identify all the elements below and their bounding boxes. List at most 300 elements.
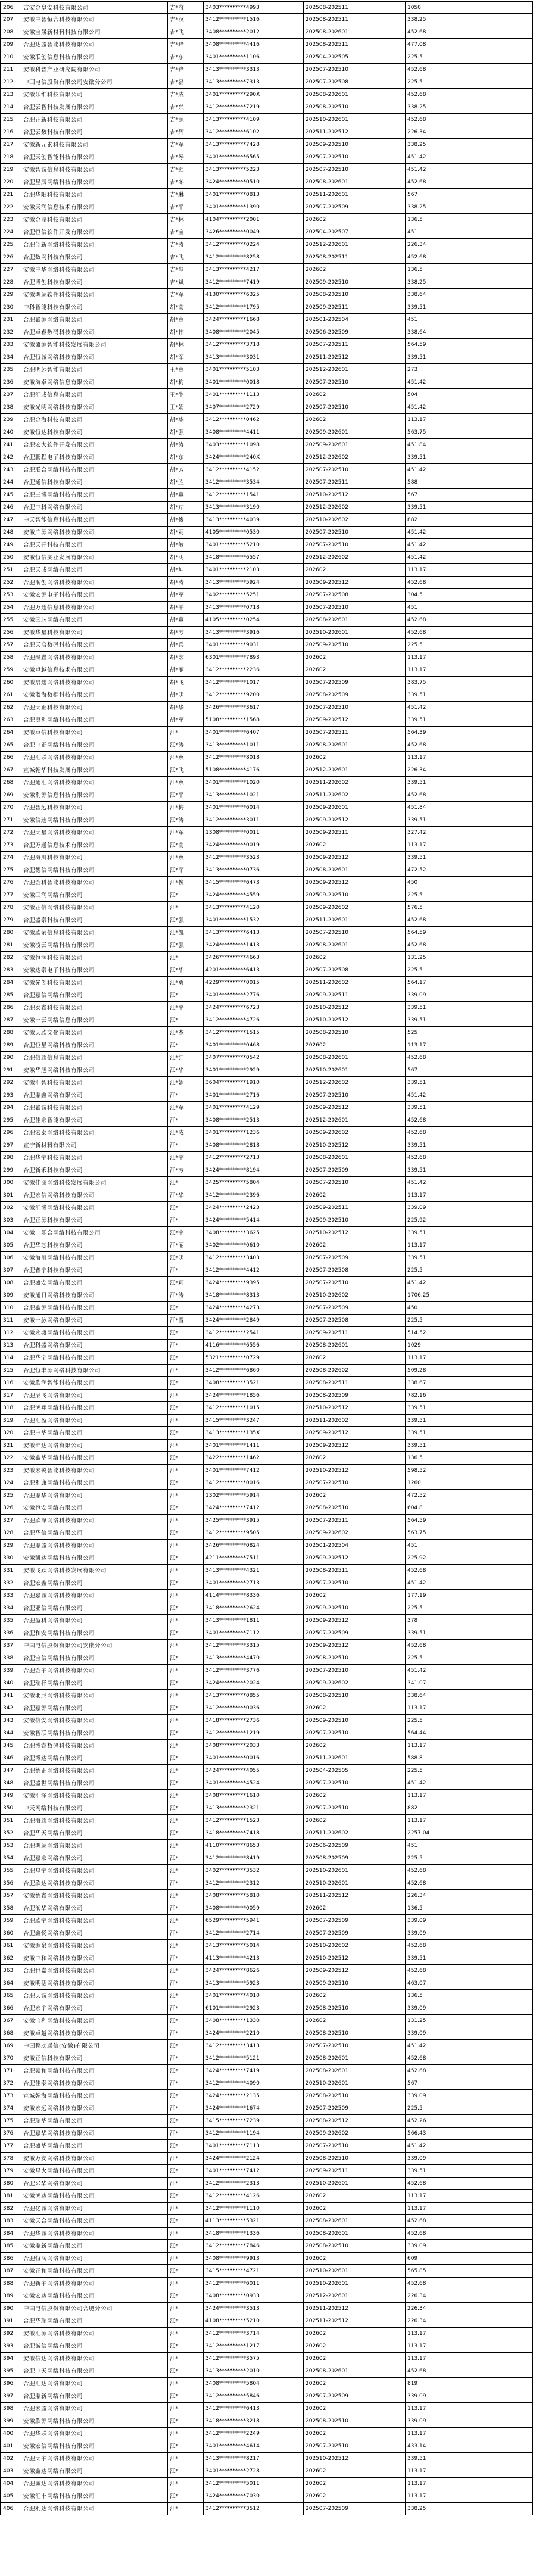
row-number-cell: 402 bbox=[0, 2453, 21, 2465]
id-number-cell: 4116**********6556 bbox=[204, 1340, 304, 1352]
amount-cell: 339.51 bbox=[406, 351, 533, 364]
table-row bbox=[0, 2278, 533, 2290]
table-row bbox=[0, 1702, 533, 1715]
person-name-cell: 江*平 bbox=[168, 789, 204, 802]
period-cell: 202512-202601 bbox=[304, 2290, 406, 2303]
id-number-cell: 3412**********3315 bbox=[204, 1640, 304, 1652]
company-name-cell: 合肥万通信息科技有限公司 bbox=[21, 602, 168, 614]
id-number-cell: 3424**********5414 bbox=[204, 1214, 304, 1227]
company-name-cell: 安徽中智恒合科技有限公司 bbox=[21, 14, 168, 26]
row-number-cell: 377 bbox=[0, 2140, 21, 2153]
id-number-cell: 3413**********4321 bbox=[204, 1565, 304, 1577]
period-cell: 202509-202602 bbox=[304, 1127, 406, 1139]
amount-cell: 451 bbox=[406, 314, 533, 326]
company-name-cell: 中国电信股份有限公司安徽分公司 bbox=[21, 76, 168, 89]
row-number-cell: 374 bbox=[0, 2102, 21, 2115]
amount-cell: 452.68 bbox=[406, 2178, 533, 2190]
id-number-cell: 3424**********7419 bbox=[204, 2065, 304, 2077]
person-name-cell: 吉*军 bbox=[168, 139, 204, 151]
row-number-cell: 362 bbox=[0, 1952, 21, 1965]
row-number-cell: 347 bbox=[0, 1765, 21, 1777]
id-number-cell: 3401**********2713 bbox=[204, 1577, 304, 1590]
id-number-cell: 3412**********1217 bbox=[204, 2340, 304, 2353]
table-row bbox=[0, 351, 533, 364]
period-cell: 202508-202601 bbox=[304, 89, 406, 101]
person-name-cell: 江* bbox=[168, 1665, 204, 1677]
id-number-cell: 3412**********3011 bbox=[204, 814, 304, 827]
amount-cell: 564.44 bbox=[406, 1727, 533, 1740]
company-name-cell: 安徽先创科技有限公司 bbox=[21, 977, 168, 989]
row-number-cell: 284 bbox=[0, 977, 21, 989]
row-number-cell: 235 bbox=[0, 364, 21, 376]
row-number-cell: 280 bbox=[0, 927, 21, 939]
period-cell: 202508-202510 bbox=[304, 2027, 406, 2040]
table-row bbox=[0, 1352, 533, 1365]
amount-cell: 451 bbox=[406, 1840, 533, 1852]
company-name-cell: 合肥普宁科技有限公司 bbox=[21, 1264, 168, 1277]
id-number-cell: 3401**********1106 bbox=[204, 51, 304, 64]
amount-cell: 433.14 bbox=[406, 2440, 533, 2453]
period-cell: 202509-202512 bbox=[304, 1640, 406, 1652]
person-name-cell: 江* bbox=[168, 1552, 204, 1565]
id-number-cell: 3413**********5014 bbox=[204, 1940, 304, 1952]
period-cell: 202508-202601 bbox=[304, 2065, 406, 2077]
company-name-cell: 安徽源泉网络科技有限公司 bbox=[21, 1940, 168, 1952]
table-row bbox=[0, 2340, 533, 2353]
id-number-cell: 3412**********5011 bbox=[204, 2478, 304, 2490]
amount-cell: 567 bbox=[406, 1064, 533, 1077]
period-cell: 202508-202510 bbox=[304, 101, 406, 114]
amount-cell: 563.75 bbox=[406, 1527, 533, 1540]
person-name-cell: 吉*成 bbox=[168, 89, 204, 101]
row-number-cell: 270 bbox=[0, 802, 21, 814]
row-number-cell: 227 bbox=[0, 264, 21, 276]
table-row bbox=[0, 1302, 533, 1315]
row-number-cell: 342 bbox=[0, 1702, 21, 1715]
company-name-cell: 安徽卓信科技有限公司 bbox=[21, 727, 168, 739]
period-cell: 202508-202509 bbox=[304, 1852, 406, 1865]
table-row bbox=[0, 26, 533, 39]
row-number-cell: 208 bbox=[0, 26, 21, 39]
id-number-cell: 3424**********0019 bbox=[204, 839, 304, 852]
amount-cell: 451.42 bbox=[406, 164, 533, 176]
row-number-cell: 234 bbox=[0, 351, 21, 364]
amount-cell: 452.68 bbox=[406, 251, 533, 264]
person-name-cell: 吉*平 bbox=[168, 201, 204, 214]
row-number-cell: 320 bbox=[0, 1427, 21, 1440]
table-row bbox=[0, 2415, 533, 2428]
period-cell: 202602 bbox=[304, 1990, 406, 2002]
amount-cell: 782.16 bbox=[406, 1390, 533, 1402]
table-row bbox=[0, 2215, 533, 2228]
id-number-cell: 4104**********2001 bbox=[204, 214, 304, 226]
table-row bbox=[0, 1152, 533, 1164]
id-number-cell: 1308**********0011 bbox=[204, 827, 304, 839]
table-row bbox=[0, 1602, 533, 1615]
period-cell: 202512-202602 bbox=[304, 1077, 406, 1089]
table-row bbox=[0, 564, 533, 577]
table-row bbox=[0, 1327, 533, 1340]
table-row bbox=[0, 664, 533, 677]
amount-cell: 472.52 bbox=[406, 1490, 533, 1502]
id-number-cell: 4113**********5321 bbox=[204, 2215, 304, 2228]
person-name-cell: 胡*华 bbox=[168, 702, 204, 714]
id-number-cell: 3412**********2236 bbox=[204, 664, 304, 677]
period-cell: 202509-202512 bbox=[304, 814, 406, 827]
id-number-cell: 3412**********2396 bbox=[204, 1189, 304, 1202]
table-row bbox=[0, 1715, 533, 1727]
company-name-cell: 安徽海卓网络信息有限公司 bbox=[21, 376, 168, 389]
amount-cell: 564.59 bbox=[406, 927, 533, 939]
period-cell: 202507-202510 bbox=[304, 151, 406, 164]
amount-cell: 525 bbox=[406, 1027, 533, 1039]
table-row bbox=[0, 2328, 533, 2340]
person-name-cell: 胡*军 bbox=[168, 351, 204, 364]
person-name-cell: 江* bbox=[168, 2140, 204, 2153]
person-name-cell: 胡*燕 bbox=[168, 489, 204, 502]
row-number-cell: 245 bbox=[0, 489, 21, 502]
table-row bbox=[0, 2390, 533, 2403]
id-number-cell: 3401**********6565 bbox=[204, 151, 304, 164]
row-number-cell: 343 bbox=[0, 1715, 21, 1727]
company-name-cell: 合肥华天网络有限公司 bbox=[21, 1827, 168, 1840]
table-row bbox=[0, 514, 533, 527]
amount-cell: 452.68 bbox=[406, 176, 533, 189]
period-cell: 202508-202601 bbox=[304, 2215, 406, 2228]
company-name-cell: 合肥瑞华网络有限公司 bbox=[21, 2115, 168, 2128]
person-name-cell: 江* bbox=[168, 1590, 204, 1602]
row-number-cell: 231 bbox=[0, 314, 21, 326]
table-row bbox=[0, 2040, 533, 2052]
period-cell: 202507-202509 bbox=[304, 1252, 406, 1264]
table-row bbox=[0, 2203, 533, 2215]
period-cell: 202507-202510 bbox=[304, 2140, 406, 2153]
amount-cell: 113.17 bbox=[406, 664, 533, 677]
amount-cell: 450 bbox=[406, 877, 533, 889]
row-number-cell: 300 bbox=[0, 1177, 21, 1189]
row-number-cell: 358 bbox=[0, 1902, 21, 1915]
amount-cell: 136.5 bbox=[406, 1902, 533, 1915]
id-number-cell: 3412**********4152 bbox=[204, 464, 304, 476]
id-number-cell: 3412**********4126 bbox=[204, 2190, 304, 2203]
table-row bbox=[0, 2440, 533, 2453]
amount-cell: 451.42 bbox=[406, 552, 533, 564]
person-name-cell: 胡*平 bbox=[168, 602, 204, 614]
row-number-cell: 274 bbox=[0, 852, 21, 864]
period-cell: 202510-202601 bbox=[304, 114, 406, 126]
company-name-cell: 安徽维达网络有限公司 bbox=[21, 1440, 168, 1452]
id-number-cell: 3412**********1219 bbox=[204, 1727, 304, 1740]
row-number-cell: 279 bbox=[0, 914, 21, 927]
row-number-cell: 304 bbox=[0, 1227, 21, 1239]
person-name-cell: 江* bbox=[168, 1440, 204, 1452]
period-cell: 202602 bbox=[304, 1590, 406, 1602]
period-cell: 202510-202601 bbox=[304, 1064, 406, 1077]
amount-cell: 339.51 bbox=[406, 1952, 533, 1965]
row-number-cell: 240 bbox=[0, 426, 21, 439]
row-number-cell: 299 bbox=[0, 1164, 21, 1177]
period-cell: 202507-202510 bbox=[304, 539, 406, 552]
company-name-cell: 安徽鑫华网络科技有限公司 bbox=[21, 1452, 168, 1465]
amount-cell: 451 bbox=[406, 226, 533, 239]
table-row bbox=[0, 2290, 533, 2303]
row-number-cell: 351 bbox=[0, 1815, 21, 1827]
amount-cell: 131.25 bbox=[406, 2015, 533, 2027]
amount-cell: 131.25 bbox=[406, 952, 533, 964]
amount-cell: 225.92 bbox=[406, 1552, 533, 1565]
person-name-cell: 江* bbox=[168, 1865, 204, 1877]
table-row bbox=[0, 2353, 533, 2365]
person-name-cell: 江* bbox=[168, 2015, 204, 2027]
period-cell: 202509-202512 bbox=[304, 877, 406, 889]
row-number-cell: 238 bbox=[0, 401, 21, 414]
person-name-cell: 江* bbox=[168, 2027, 204, 2040]
id-number-cell: 3412**********3718 bbox=[204, 339, 304, 351]
table-row bbox=[0, 76, 533, 89]
period-cell: 202602 bbox=[304, 1740, 406, 1752]
company-name-cell: 安徽国润网络有限公司 bbox=[21, 889, 168, 902]
period-cell: 202509-202511 bbox=[304, 2165, 406, 2178]
period-cell: 202509-202511 bbox=[304, 1327, 406, 1340]
period-cell: 202507-202510 bbox=[304, 1177, 406, 1189]
id-number-cell: 4114**********8336 bbox=[204, 1590, 304, 1602]
row-number-cell: 255 bbox=[0, 614, 21, 627]
person-name-cell: 胡*俊 bbox=[168, 514, 204, 527]
amount-cell: 452.68 bbox=[406, 1640, 533, 1652]
row-number-cell: 357 bbox=[0, 1890, 21, 1902]
id-number-cell: 3412**********2249 bbox=[204, 2428, 304, 2440]
table-row bbox=[0, 1640, 533, 1652]
company-name-cell: 安徽天润信息技术有限公司 bbox=[21, 201, 168, 214]
period-cell: 202602 bbox=[304, 2190, 406, 2203]
row-number-cell: 214 bbox=[0, 101, 21, 114]
table-row bbox=[0, 464, 533, 476]
person-name-cell: 江* bbox=[168, 2228, 204, 2240]
person-name-cell: 江*丽 bbox=[168, 1239, 204, 1252]
id-number-cell: 3418**********7418 bbox=[204, 1827, 304, 1840]
company-name-cell: 安徽宝利网络科技有限公司 bbox=[21, 2015, 168, 2027]
period-cell: 202510-202601 bbox=[304, 627, 406, 639]
amount-cell: 226.34 bbox=[406, 2303, 533, 2315]
table-row bbox=[0, 426, 533, 439]
row-number-cell: 267 bbox=[0, 764, 21, 777]
row-number-cell: 248 bbox=[0, 527, 21, 539]
person-name-cell: 江*燕 bbox=[168, 777, 204, 789]
person-name-cell: 吉*林 bbox=[168, 214, 204, 226]
company-name-cell: 安徽鑫达网络有限公司 bbox=[21, 2465, 168, 2478]
table-row bbox=[0, 2403, 533, 2415]
person-name-cell: 胡*东 bbox=[168, 451, 204, 464]
id-number-cell: 3412**********1015 bbox=[204, 1402, 304, 1415]
id-number-cell: 3413**********5223 bbox=[204, 164, 304, 176]
period-cell: 202602 bbox=[304, 2328, 406, 2340]
amount-cell: 588.8 bbox=[406, 1752, 533, 1765]
period-cell: 202509-202601 bbox=[304, 802, 406, 814]
id-number-cell: 3401**********290X bbox=[204, 89, 304, 101]
row-number-cell: 222 bbox=[0, 201, 21, 214]
person-name-cell: 江* bbox=[168, 1039, 204, 1052]
id-number-cell: 3413**********7428 bbox=[204, 139, 304, 151]
id-number-cell: 3401**********2728 bbox=[204, 2465, 304, 2478]
row-number-cell: 333 bbox=[0, 1590, 21, 1602]
period-cell: 202509-202601 bbox=[304, 439, 406, 451]
amount-cell: 339.51 bbox=[406, 1077, 533, 1089]
table-row bbox=[0, 214, 533, 226]
period-cell: 202510-202601 bbox=[304, 2077, 406, 2090]
row-number-cell: 278 bbox=[0, 902, 21, 914]
amount-cell: 339.09 bbox=[406, 2027, 533, 2040]
table-row bbox=[0, 1214, 533, 1227]
row-number-cell: 386 bbox=[0, 2253, 21, 2265]
period-cell: 202509-202512 bbox=[304, 1440, 406, 1452]
id-number-cell: 3426**********0049 bbox=[204, 226, 304, 239]
amount-cell: 339.51 bbox=[406, 1415, 533, 1427]
table-row bbox=[0, 989, 533, 1002]
person-name-cell: 江* bbox=[168, 1139, 204, 1152]
company-name-cell: 合肥鑫源网络科技有限公司 bbox=[21, 1302, 168, 1315]
period-cell: 202509-202510 bbox=[304, 1715, 406, 1727]
company-name-cell: 安徽宏锐智能科技有限公司 bbox=[21, 1465, 168, 1477]
person-name-cell: 江* bbox=[168, 1702, 204, 1715]
company-name-cell: 安徽宏信网络科技有限公司 bbox=[21, 2440, 168, 2453]
amount-cell: 452.68 bbox=[406, 1114, 533, 1127]
table-row bbox=[0, 2453, 533, 2465]
table-row bbox=[0, 314, 533, 326]
person-name-cell: 江*南 bbox=[168, 839, 204, 852]
row-number-cell: 259 bbox=[0, 664, 21, 677]
row-number-cell: 242 bbox=[0, 451, 21, 464]
period-cell: 202602 bbox=[304, 1189, 406, 1202]
person-name-cell: 江* bbox=[168, 2403, 204, 2415]
id-number-cell: 3402**********5251 bbox=[204, 589, 304, 602]
row-number-cell: 265 bbox=[0, 739, 21, 752]
amount-cell: 378 bbox=[406, 1615, 533, 1627]
amount-cell: 226.34 bbox=[406, 239, 533, 251]
row-number-cell: 281 bbox=[0, 939, 21, 952]
amount-cell: 338.64 bbox=[406, 326, 533, 339]
table-row bbox=[0, 226, 533, 239]
id-number-cell: 3401**********7112 bbox=[204, 1627, 304, 1640]
row-number-cell: 308 bbox=[0, 1277, 21, 1289]
table-row bbox=[0, 1565, 533, 1577]
amount-cell: 452.68 bbox=[406, 789, 533, 802]
period-cell: 202602 bbox=[304, 214, 406, 226]
company-name-cell: 合肥和安网络科技有限公司 bbox=[21, 1627, 168, 1640]
company-name-cell: 合肥明远智能有限公司 bbox=[21, 364, 168, 376]
table-row bbox=[0, 2002, 533, 2015]
company-name-cell: 合肥金科智能科技有限公司 bbox=[21, 877, 168, 889]
row-number-cell: 252 bbox=[0, 577, 21, 589]
period-cell: 202504-202505 bbox=[304, 51, 406, 64]
row-number-cell: 302 bbox=[0, 1202, 21, 1214]
person-name-cell: 江*强 bbox=[168, 939, 204, 952]
person-name-cell: 胡*兵 bbox=[168, 639, 204, 652]
amount-cell: 452.68 bbox=[406, 1940, 533, 1952]
amount-cell: 136.5 bbox=[406, 1452, 533, 1465]
company-name-cell: 合肥天正科技有限公司 bbox=[21, 702, 168, 714]
person-name-cell: 江* bbox=[168, 2353, 204, 2365]
amount-cell: 339.51 bbox=[406, 301, 533, 314]
amount-cell: 339.09 bbox=[406, 2090, 533, 2102]
row-number-cell: 354 bbox=[0, 1852, 21, 1865]
row-number-cell: 318 bbox=[0, 1402, 21, 1415]
person-name-cell: 吉*东 bbox=[168, 51, 204, 64]
table-row bbox=[0, 927, 533, 939]
person-name-cell: 胡*胜 bbox=[168, 476, 204, 489]
company-name-cell: 合肥盛安网络有限公司 bbox=[21, 1277, 168, 1289]
company-name-cell: 安徽华旭网络科技有限公司 bbox=[21, 1064, 168, 1077]
row-number-cell: 405 bbox=[0, 2490, 21, 2503]
row-number-cell: 379 bbox=[0, 2165, 21, 2178]
person-name-cell: 江* bbox=[168, 1852, 204, 1865]
amount-cell: 451.42 bbox=[406, 1777, 533, 1790]
company-name-cell: 合肥创新网络科技有限公司 bbox=[21, 239, 168, 251]
period-cell: 202507-202510 bbox=[304, 1577, 406, 1590]
person-name-cell: 江* bbox=[168, 1452, 204, 1465]
row-number-cell: 401 bbox=[0, 2440, 21, 2453]
id-number-cell: 3412**********1541 bbox=[204, 489, 304, 502]
amount-cell: 1029 bbox=[406, 1340, 533, 1352]
person-name-cell: 胡*芳 bbox=[168, 464, 204, 476]
table-row bbox=[0, 1490, 533, 1502]
period-cell: 202509-202511 bbox=[304, 1202, 406, 1214]
period-cell: 202507-202510 bbox=[304, 702, 406, 714]
company-name-cell: 合肥汇成信息有限公司 bbox=[21, 389, 168, 401]
row-number-cell: 404 bbox=[0, 2478, 21, 2490]
id-number-cell: 3424**********1856 bbox=[204, 1390, 304, 1402]
company-name-cell: 安徽欣荣信息科技有限公司 bbox=[21, 927, 168, 939]
row-number-cell: 378 bbox=[0, 2153, 21, 2165]
table-row bbox=[0, 89, 533, 101]
row-number-cell: 230 bbox=[0, 301, 21, 314]
id-number-cell: 3408**********5810 bbox=[204, 1890, 304, 1902]
id-number-cell: 3424**********4055 bbox=[204, 1765, 304, 1777]
row-number-cell: 321 bbox=[0, 1440, 21, 1452]
id-number-cell: 3415**********4721 bbox=[204, 2265, 304, 2278]
company-name-cell: 安徽正信网络科技有限公司 bbox=[21, 902, 168, 914]
id-number-cell: 3413**********3916 bbox=[204, 627, 304, 639]
row-number-cell: 276 bbox=[0, 877, 21, 889]
id-number-cell: 4201**********6413 bbox=[204, 964, 304, 977]
company-name-cell: 合肥中天网络科技有限公司 bbox=[21, 2365, 168, 2378]
company-name-cell: 安徽信安网络科技有限公司 bbox=[21, 1715, 168, 1727]
period-cell: 202509-202510 bbox=[304, 276, 406, 289]
person-name-cell: 江* bbox=[168, 1715, 204, 1727]
id-number-cell: 3425**********3915 bbox=[204, 1515, 304, 1527]
amount-cell: 339.51 bbox=[406, 1002, 533, 1014]
id-number-cell: 3412**********6413 bbox=[204, 2403, 304, 2415]
row-number-cell: 272 bbox=[0, 827, 21, 839]
row-number-cell: 212 bbox=[0, 76, 21, 89]
amount-cell: 338.25 bbox=[406, 14, 533, 26]
person-name-cell: 江*勇 bbox=[168, 977, 204, 989]
amount-cell: 113.17 bbox=[406, 752, 533, 764]
amount-cell: 451.42 bbox=[406, 539, 533, 552]
table-row bbox=[0, 1365, 533, 1377]
period-cell: 202508-202601 bbox=[304, 26, 406, 39]
table-row bbox=[0, 1852, 533, 1865]
company-name-cell: 安徽宏达网络科技有限公司 bbox=[21, 2290, 168, 2303]
table-row bbox=[0, 1114, 533, 1127]
table-row bbox=[0, 1965, 533, 1977]
period-cell: 202508-202509 bbox=[304, 1390, 406, 1402]
period-cell: 202508-202601 bbox=[304, 739, 406, 752]
person-name-cell: 江*飞 bbox=[168, 764, 204, 777]
amount-cell: 113.17 bbox=[406, 1790, 533, 1802]
company-name-cell: 合肥鼎华网络有限公司 bbox=[21, 1490, 168, 1502]
person-name-cell: 江* bbox=[168, 1502, 204, 1515]
id-number-cell: 3426**********0824 bbox=[204, 1540, 304, 1552]
